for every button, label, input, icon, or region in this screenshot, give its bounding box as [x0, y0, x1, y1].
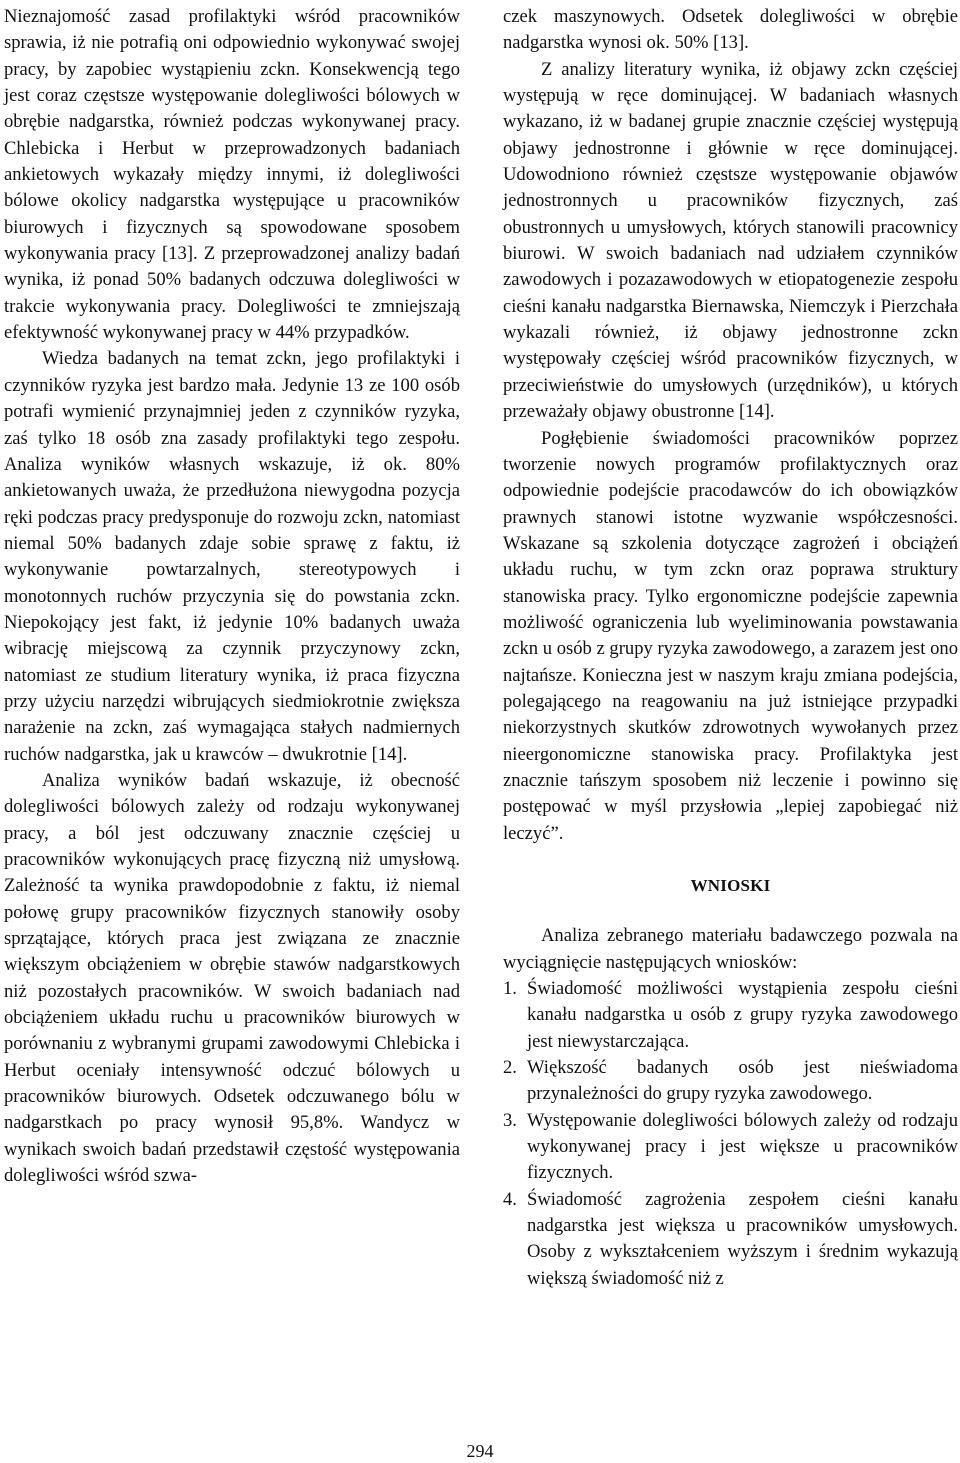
list-item-number: 2.	[503, 1057, 517, 1079]
body-paragraph: Pogłębienie świadomości pracowników poprzez tworzenie nowych programów profilaktycznych oraz odpowiednie podejście pracodawców do ich obowiązków prawnych stanowi istotne wyzwanie współczesności. Wskazane są szkolenia dotyczące zagrożeń i obciążeń układu ruchu, w tym zckn oraz poprawa struktury stanowiska pracy. Tylko ergonomiczne podejście zapewnia możliwość ograniczenia lub wyeliminowania powstawania zckn u osób z grupy ryzyka zawodowego, a zarazem jest ono najtańsze. Konieczna jest w naszym kraju zmiana podejścia, polegającego na reagowaniu na już istniejące przypadki niekorzystnych skutków zdrowotnych wywołanych przez nieergonomiczne stanowiska pracy. Profilaktyka jest znacznie tańszym sposobem niż leczenie i powinno się postępować w myśl przysłowia „lepiej zapobiegać niż leczyć”.	[503, 427, 958, 844]
conclusions-intro: Analiza zebranego materiału badawczego pozwala na wyciągnięcie następujących wniosków:	[503, 925, 958, 973]
list-item	[503, 1187, 958, 1292]
conclusions-list	[503, 976, 958, 1292]
list-item-text: Świadomość zagrożenia zespołem cieśni kanału nadgarstka jest większa u pracowników umysłowych. Osoby z wykształceniem wyższym i średnim wykazują większą świadomość niż z	[527, 1188, 958, 1289]
list-item	[503, 976, 958, 1055]
right-column	[503, 4, 958, 1292]
list-item	[503, 1055, 958, 1108]
page-number: 294	[466, 1441, 494, 1461]
list-item-number: 3.	[503, 1109, 517, 1131]
list-item-text: Występowanie dolegliwości bólowych zależy od rodzaju wykonywanej pracy i jest większe u pracowników fizycznych.	[527, 1109, 958, 1184]
section-heading-conclusions: WNIOSKI	[690, 876, 771, 895]
body-paragraph: czek maszynowych. Odsetek dolegliwości w obrębie nadgarstka wynosi ok. 50% [13].	[503, 6, 958, 54]
left-column	[4, 4, 460, 1189]
list-item	[503, 1108, 958, 1187]
body-paragraph: Analiza wyników badań wskazuje, iż obecność dolegliwości bólowych zależy od rodzaju wykonywanej pracy, a ból jest odczuwany znacznie częściej u pracowników wykonujących pracę fizyczną niż umysłową. Zależność ta wynika prawdopodobnie z faktu, iż niemal połowę grupy pracowników fizycznych stanowiły osoby sprzątające, których praca jest związana ze znacznie większym obciążeniem w obrębie stawów nadgarstkowych niż pozostałych pracowników. W swoich badaniach nad obciążeniem układu ruchu u pracowników biurowych w porównaniu z wybranymi grupami zawodowymi Chlebicka i Herbut oceniały intensywność odczuć bólowych u pracowników biurowych. Odsetek odczuwanego bólu w nadgarstkach po pracy wynosił 95,8%. Wandycz w wynikach swoich badań przedstawił częstość występowania dolegliwości wśród szwa-	[4, 769, 460, 1187]
list-item-number: 1.	[503, 978, 517, 1000]
list-item-number: 4.	[503, 1188, 517, 1210]
body-paragraph: Nieznajomość zasad profilaktyki wśród pracowników sprawia, iż nie potrafią oni odpowiednio wykonywać swojej pracy, by zapobiec wystąpieniu zckn. Konsekwencją tego jest coraz częstsze występowanie dolegliwości bólowych w obrębie nadgarstka, również podczas wykonywanej pracy. Chlebicka i Herbut w przeprowadzonych badaniach ankietowych wykazały między innymi, iż dolegliwości bólowe okolicy nadgarstka występujące u pracowników biurowych i fizycznych są spowodowane sposobem wykonywania pracy [13]. Z przeprowadzonej analizy badań wynika, iż ponad 50% badanych odczuwa dolegliwości w trakcie wykonywania pracy. Dolegliwości te zmniejszają efektywność wykonywanej pracy w 44% przypadków.	[4, 6, 460, 344]
list-item-text: Świadomość możliwości wystąpienia zespołu cieśni kanału nadgarstka u osób z grupy ryzyka zawodowego jest niewystarczająca.	[527, 978, 958, 1052]
body-paragraph: Wiedza badanych na temat zckn, jego profilaktyki i czynników ryzyka jest bardzo mała. Jedynie 13 ze 100 osób potrafi wymienić przynajmniej jeden z czynników ryzyka, zaś tylko 18 osób zna zasady profilaktyki tego zespołu. Analiza wyników własnych wskazuje, iż ok. 80% ankietowanych uważa, że przedłużona niewygodna pozycja ręki podczas pracy predysponuje do rozwoju zckn, natomiast niemal 50% badanych zdaje sobie sprawę z faktu, iż wykonywanie powtarzalnych, stereotypowych i monotonnych ruchów przyczynia się do powstania zckn. Niepokojący jest fakt, iż jedynie 10% badanych uważa wibrację miejscową za czynnik przyczynowy zckn, natomiast ze studium literatury wynika, iż praca fizyczna przy użyciu narzędzi wibrujących siedmiokrotnie zwiększa narażenie na zckn, zaś wymagająca stałych nadmiernych ruchów nadgarstka, jak u krawców – dwukrotnie [14].	[4, 348, 460, 765]
list-item-text: Większość badanych osób jest nieświadoma przynależności do grupy ryzyka zawodowego.	[527, 1057, 958, 1105]
body-paragraph: Z analizy literatury wynika, iż objawy zckn częściej występują w ręce dominującej. W badaniach własnych wykazano, iż w badanej grupie znacznie częściej występują objawy jednostronne i głównie w ręce dominującej. Udowodniono również częstsze występowanie objawów jednostronnych u pracowników fizycznych, zaś obustronnych u umysłowych, których stanowili pracownicy biurowi. W swoich badaniach nad udziałem czynników zawodowych i pozazawodowych w etiopatogenezie zespołu cieśni kanału nadgarstka Biernawska, Niemczyk i Pierzchała wykazali również, iż objawy jednostronne zckn występowały częściej wśród pracowników fizycznych, w przeciwieństwie do umysłowych (urzędników), u których przeważały objawy obustronne [14].	[503, 58, 958, 423]
